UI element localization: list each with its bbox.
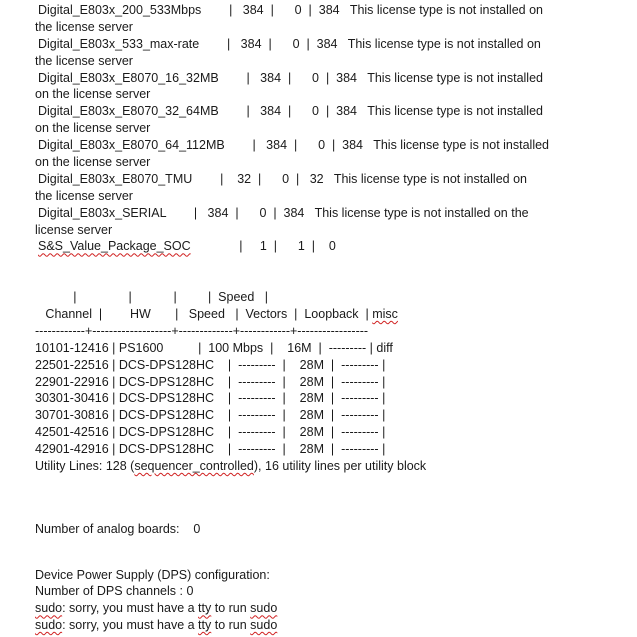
license-row xyxy=(35,103,595,137)
license-name: Digital_E803x_E8070_16_32MB xyxy=(38,70,219,85)
table-row: 42501-42516 | DCS-DPS128HC | --------- | 28M | --------- | xyxy=(35,425,386,440)
license-row-last xyxy=(35,238,595,255)
license-name: Digital_E803x_200_533Mbps xyxy=(38,3,202,17)
license-name: Digital_E803x_533_max-rate xyxy=(38,36,200,51)
license-counts: | 384 | 0 | 384 xyxy=(229,3,340,17)
license-message-wrap: on the license server xyxy=(35,121,151,136)
license-name: Digital_E803x_E8070_64_112MB xyxy=(38,138,225,153)
license-row xyxy=(35,36,595,70)
analog-boards-line: Number of analog boards: 0 xyxy=(35,521,201,536)
table-row: 10101-12416 | PS1600 | 100 Mbps | 16M | --------- | diff xyxy=(35,340,393,355)
license-message: This license type is not installed on the xyxy=(314,205,529,220)
sudo-error-line: sudo: sorry, you must have a tty to run sudo xyxy=(35,601,278,616)
sudo-error-line: sudo: sorry, you must have a tty to run sudo xyxy=(35,618,278,633)
table-row: 30701-30816 | DCS-DPS128HC | --------- | 28M | --------- | xyxy=(35,408,386,423)
license-message-wrap: on the license server xyxy=(35,87,151,102)
utility-lines: Utility Lines: 128 (sequencer_controlled), 16 utility lines per utility block xyxy=(35,459,427,474)
document-body xyxy=(35,2,595,634)
license-message: This license type is not installed on xyxy=(349,3,543,17)
license-list xyxy=(35,2,595,238)
license-row xyxy=(35,137,595,171)
channel-table-separator: ------------+-------------------+-------------+------------+----------------- xyxy=(35,323,369,338)
license-row xyxy=(35,171,595,205)
license-counts: | 384 | 0 | 384 xyxy=(193,205,305,220)
license-counts: | 384 | 0 | 384 xyxy=(246,104,357,119)
license-name: S&S_Value_Package_SOC xyxy=(38,239,191,254)
license-row xyxy=(35,70,595,104)
channel-table-header-1: | | | | Speed | xyxy=(35,290,268,305)
license-message: This license type is not installed xyxy=(367,104,543,119)
license-name: Digital_E803x_E8070_32_64MB xyxy=(38,104,219,119)
license-row xyxy=(35,205,595,239)
channel-table-header-2: Channel | HW | Speed | Vectors | Loopback | misc xyxy=(35,307,398,322)
license-message-wrap: on the license server xyxy=(35,155,151,170)
license-message: This license type is not installed on xyxy=(333,171,527,186)
license-message: This license type is not installed xyxy=(367,70,543,85)
channel-table-rows xyxy=(35,340,595,458)
table-row: 42901-42916 | DCS-DPS128HC | --------- | 28M | --------- | xyxy=(35,442,386,457)
license-counts: | 384 | 0 | 384 xyxy=(246,70,357,85)
license-name: Digital_E803x_E8070_TMU xyxy=(38,171,193,186)
license-message-wrap: license server xyxy=(35,222,113,237)
license-message-wrap: the license server xyxy=(35,53,133,68)
misc-label: misc xyxy=(372,307,398,322)
license-counts: | 1 | 1 | 0 xyxy=(239,239,336,254)
table-row: 22901-22916 | DCS-DPS128HC | --------- | 28M | --------- | xyxy=(35,374,386,389)
license-counts: | 384 | 0 | 384 xyxy=(227,36,338,51)
license-message-wrap: the license server xyxy=(35,19,133,34)
table-row: 22501-22516 | DCS-DPS128HC | --------- | 28M | --------- | xyxy=(35,357,386,372)
license-counts: | 384 | 0 | 384 xyxy=(252,138,364,153)
license-message: This license type is not installed xyxy=(373,138,549,153)
license-row xyxy=(35,2,595,36)
dps-channels: Number of DPS channels : 0 xyxy=(35,584,194,599)
dps-title: Device Power Supply (DPS) configuration: xyxy=(35,567,270,582)
license-counts: | 32 | 0 | 32 xyxy=(220,171,324,186)
license-message: This license type is not installed on xyxy=(347,36,541,51)
license-message-wrap: the license server xyxy=(35,188,133,203)
table-row: 30301-30416 | DCS-DPS128HC | --------- | 28M | --------- | xyxy=(35,391,386,406)
license-name: Digital_E803x_SERIAL xyxy=(38,205,167,220)
